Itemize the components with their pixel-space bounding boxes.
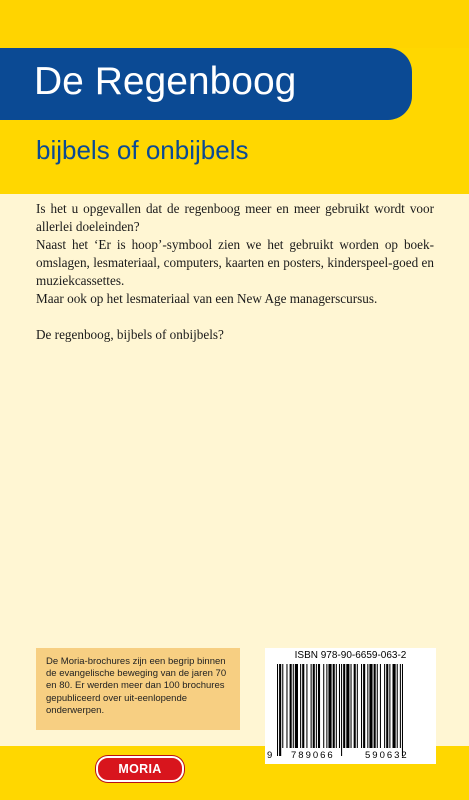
paragraph-2: Naast het ‘Er is hoop’-symbool zien we het gebruikt worden op boek-omslagen, lesmateriaal, computers, kaarten en posters, kinderspeel-goed en muziekcassettes. — [36, 237, 434, 288]
barcode-digit-first: 9 — [267, 750, 273, 761]
book-title: De Regenboog — [34, 60, 297, 103]
barcode-bar — [318, 664, 320, 748]
back-cover-text — [36, 200, 434, 344]
barcode-bar — [402, 664, 403, 756]
barcode-bar — [361, 664, 362, 748]
barcode-bar — [313, 664, 315, 748]
moria-logo: MORIA — [96, 756, 184, 782]
barcode-bar — [369, 664, 372, 748]
barcode-bar — [295, 664, 298, 748]
barcode-bar — [354, 664, 356, 748]
barcode-bar — [341, 664, 342, 756]
barcode — [265, 648, 436, 764]
barcode-bar — [357, 664, 358, 748]
barcode-bar — [306, 664, 307, 748]
question: De regenboog, bijbels of onbijbels? — [36, 327, 224, 342]
barcode-bar — [290, 664, 292, 748]
barcode-bar — [316, 664, 317, 748]
barcode-bar — [393, 664, 396, 748]
barcode-bar — [384, 664, 385, 748]
barcode-bar — [279, 664, 281, 756]
paragraph-3: Maar ook op het lesmateriaal van een New Age managerscursus. — [36, 291, 378, 306]
barcode-bars — [265, 648, 436, 764]
isbn-label: ISBN 978-90-6659-063-2 — [294, 650, 407, 661]
book-subtitle: bijbels of onbijbels — [36, 135, 249, 165]
barcode-bar — [323, 664, 324, 748]
paragraph-1: Is het u opgevallen dat de regenboog meer en meer gebruikt wordt voor allerlei doeleinden? — [36, 201, 434, 234]
barcode-bar — [311, 664, 312, 748]
barcode-bar — [277, 664, 278, 756]
barcode-bar — [377, 664, 378, 748]
barcode-bar — [374, 664, 376, 748]
info-box: De Moria-brochures zijn een begrip binnen de evangelische beweging van de jaren 70 en 80. Er werden meer dan 100 brochures gepubliceerd over uit-eenlopende onderwerpen. — [36, 648, 240, 730]
barcode-bar — [343, 664, 345, 748]
barcode-digits-right: 590632 — [365, 750, 409, 761]
barcode-bar — [328, 664, 331, 748]
barcode-bar — [300, 664, 301, 748]
barcode-bar — [380, 664, 381, 748]
barcode-bar — [286, 664, 287, 748]
top-band — [0, 0, 469, 48]
barcode-bar — [400, 664, 401, 748]
barcode-digits-left: 789066 — [291, 750, 335, 761]
barcode-bar — [351, 664, 352, 748]
barcode-bar — [367, 664, 368, 748]
barcode-bar — [302, 664, 304, 748]
barcode-bar — [336, 664, 337, 748]
barcode-bar — [346, 664, 349, 748]
barcode-bar — [326, 664, 327, 748]
barcode-bar — [333, 664, 335, 748]
barcode-bar — [282, 664, 283, 748]
barcode-bar — [339, 664, 340, 748]
barcode-bar — [389, 664, 390, 748]
barcode-bar — [386, 664, 388, 748]
barcode-bar — [397, 664, 398, 748]
barcode-bar — [363, 664, 365, 748]
barcode-bar — [293, 664, 294, 748]
